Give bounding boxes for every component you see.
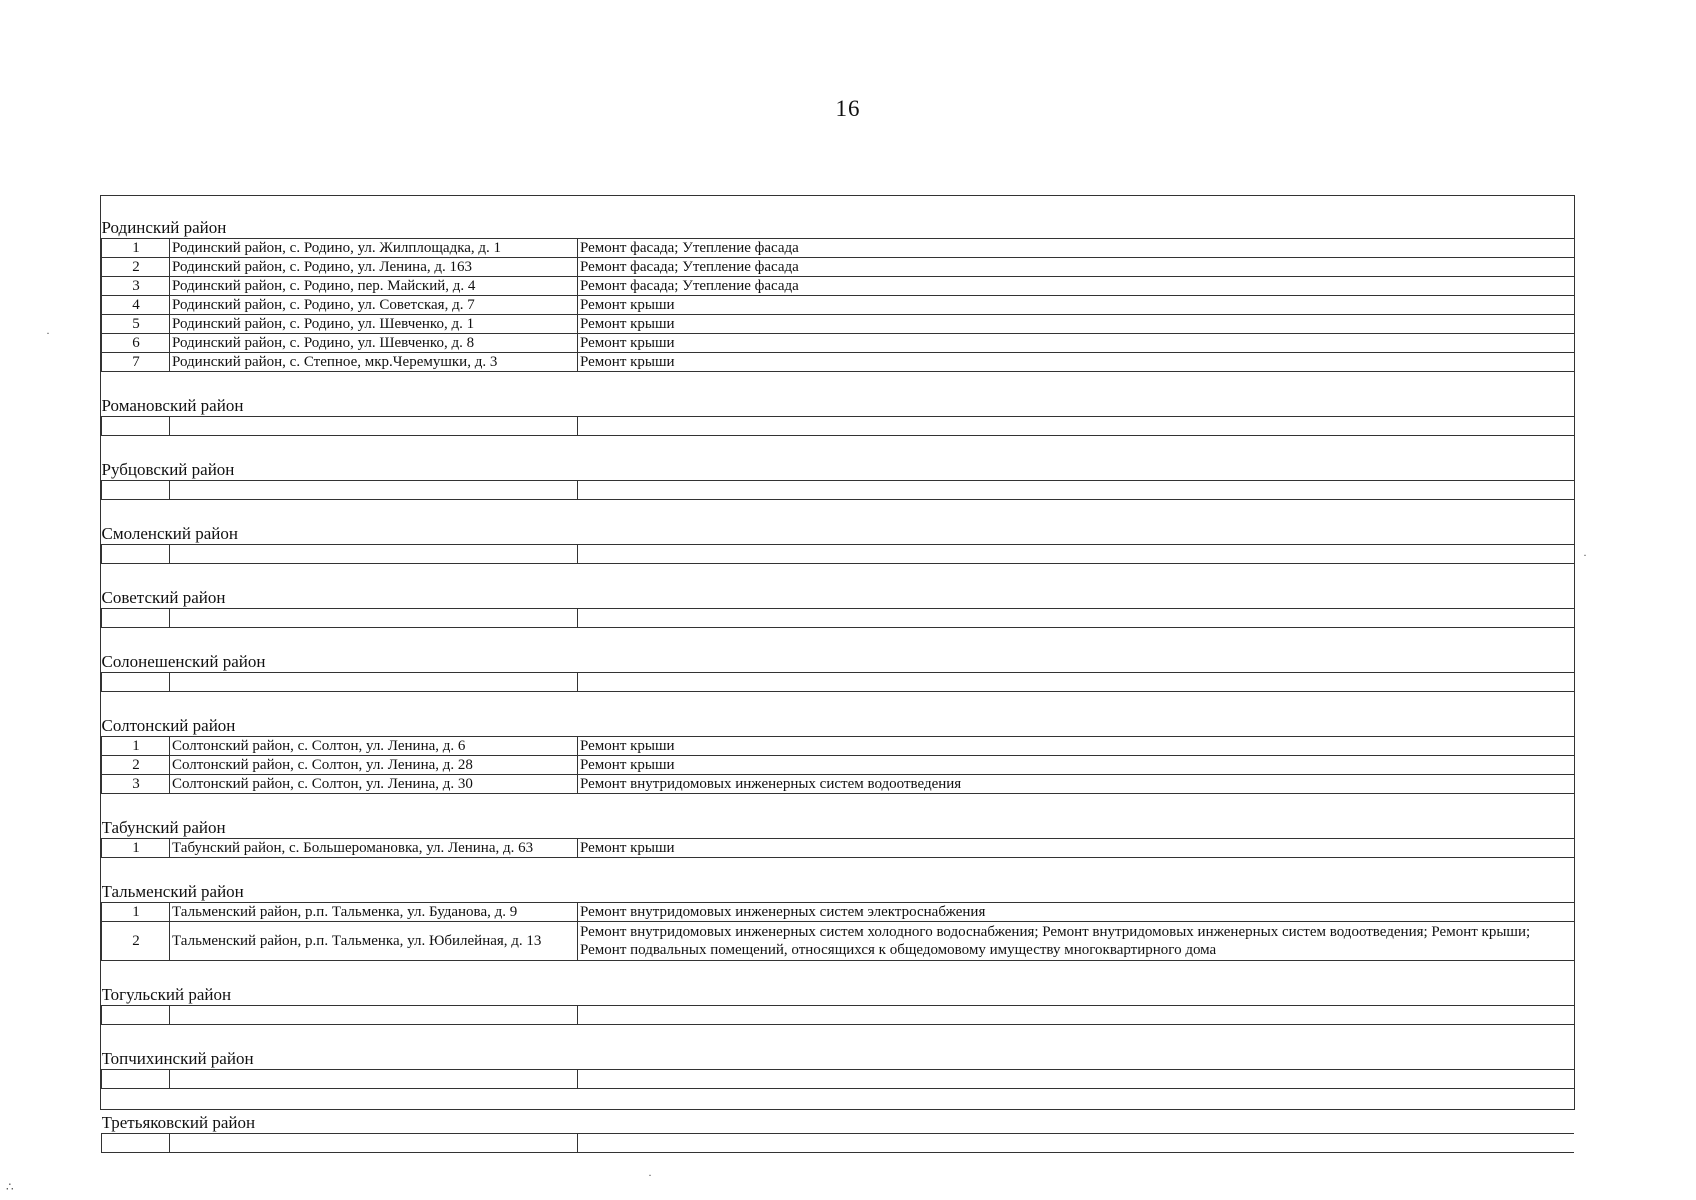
- district-header-row: [102, 218, 1575, 239]
- empty-cell: [170, 673, 578, 692]
- works-table-body: [102, 218, 1575, 1153]
- row-number: 3: [102, 277, 170, 296]
- district-name: Топчихинский район: [102, 1025, 1575, 1070]
- empty-cell: [170, 545, 578, 564]
- work-cell: Ремонт фасада; Утепление фасада: [578, 258, 1575, 277]
- scan-speck: ·: [46, 326, 50, 340]
- empty-cell: [102, 1134, 170, 1153]
- row-number: 4: [102, 296, 170, 315]
- district-name: Солонешенский район: [102, 628, 1575, 673]
- table-row: [102, 903, 1575, 922]
- work-cell: Ремонт внутридомовых инженерных систем холодного водоснабжения; Ремонт внутридомовых инженерных систем водоотведения; Ремонт крыши; Ремонт подвальных помещений, относящихся к общедомовому имуществу многоквартирного дома: [578, 922, 1575, 961]
- empty-cell: [102, 609, 170, 628]
- table-row: [102, 258, 1575, 277]
- district-name: Табунский район: [102, 794, 1575, 839]
- address-cell: Родинский район, с. Родино, ул. Жилплощадка, д. 1: [170, 239, 578, 258]
- work-cell: Ремонт крыши: [578, 353, 1575, 372]
- table-row: [102, 353, 1575, 372]
- scan-speck: ·: [648, 1168, 652, 1182]
- row-number: 1: [102, 737, 170, 756]
- row-number: 1: [102, 239, 170, 258]
- district-name: Тогульский район: [102, 961, 1575, 1006]
- row-number: 3: [102, 775, 170, 794]
- table-row: [102, 922, 1575, 961]
- district-header-row: [102, 794, 1575, 839]
- empty-row: [102, 1134, 1575, 1153]
- district-name: Смоленский район: [102, 500, 1575, 545]
- empty-row: [102, 1070, 1575, 1089]
- district-name: Тальменский район: [102, 858, 1575, 903]
- empty-cell: [578, 1134, 1575, 1153]
- address-cell: Тальменский район, р.п. Тальменка, ул. Буданова, д. 9: [170, 903, 578, 922]
- district-header-row: [102, 628, 1575, 673]
- table-row: [102, 756, 1575, 775]
- district-header-row: [102, 858, 1575, 903]
- page-number: 16: [835, 96, 861, 121]
- district-name: Родинский район: [102, 218, 1575, 239]
- empty-cell: [102, 481, 170, 500]
- row-number: 5: [102, 315, 170, 334]
- empty-row: [102, 417, 1575, 436]
- work-cell: Ремонт крыши: [578, 839, 1575, 858]
- empty-row: [102, 1006, 1575, 1025]
- scan-speck: ·: [1583, 548, 1587, 562]
- empty-cell: [102, 545, 170, 564]
- empty-row: [102, 545, 1575, 564]
- address-cell: Солтонский район, с. Солтон, ул. Ленина, д. 6: [170, 737, 578, 756]
- district-header-row: [102, 1089, 1575, 1134]
- scan-speck: ∴: [6, 1180, 14, 1194]
- address-cell: Родинский район, с. Родино, пер. Майский, д. 4: [170, 277, 578, 296]
- work-cell: Ремонт крыши: [578, 737, 1575, 756]
- empty-cell: [170, 417, 578, 436]
- table-row: [102, 239, 1575, 258]
- district-name: Советский район: [102, 564, 1575, 609]
- row-number: 2: [102, 922, 170, 961]
- district-header-row: [102, 500, 1575, 545]
- empty-cell: [170, 1006, 578, 1025]
- work-cell: Ремонт крыши: [578, 756, 1575, 775]
- work-cell: Ремонт крыши: [578, 296, 1575, 315]
- district-header-row: [102, 961, 1575, 1006]
- empty-cell: [578, 481, 1575, 500]
- table-row: [102, 277, 1575, 296]
- address-cell: Табунский район, с. Большеромановка, ул. Ленина, д. 63: [170, 839, 578, 858]
- work-cell: Ремонт фасада; Утепление фасада: [578, 239, 1575, 258]
- district-header-row: [102, 1025, 1575, 1070]
- row-number: 1: [102, 903, 170, 922]
- district-name: Третьяковский район: [102, 1089, 1575, 1134]
- address-cell: Тальменский район, р.п. Тальменка, ул. Юбилейная, д. 13: [170, 922, 578, 961]
- address-cell: Солтонский район, с. Солтон, ул. Ленина, д. 28: [170, 756, 578, 775]
- empty-cell: [170, 609, 578, 628]
- address-cell: Родинский район, с. Родино, ул. Советская, д. 7: [170, 296, 578, 315]
- district-header-row: [102, 436, 1575, 481]
- empty-row: [102, 673, 1575, 692]
- address-cell: Родинский район, с. Родино, ул. Шевченко, д. 8: [170, 334, 578, 353]
- empty-cell: [578, 673, 1575, 692]
- empty-cell: [170, 1134, 578, 1153]
- address-cell: Родинский район, с. Степное, мкр.Черемушки, д. 3: [170, 353, 578, 372]
- row-number: 7: [102, 353, 170, 372]
- work-cell: Ремонт крыши: [578, 315, 1575, 334]
- district-name: Солтонский район: [102, 692, 1575, 737]
- address-cell: Родинский район, с. Родино, ул. Ленина, д. 163: [170, 258, 578, 277]
- work-cell: Ремонт фасада; Утепление фасада: [578, 277, 1575, 296]
- work-cell: Ремонт крыши: [578, 334, 1575, 353]
- empty-row: [102, 481, 1575, 500]
- table-row: [102, 315, 1575, 334]
- works-table-frame: [100, 195, 1575, 1132]
- district-header-row: [102, 564, 1575, 609]
- table-row: [102, 839, 1575, 858]
- row-number: 6: [102, 334, 170, 353]
- empty-cell: [170, 481, 578, 500]
- address-cell: Солтонский район, с. Солтон, ул. Ленина, д. 30: [170, 775, 578, 794]
- address-cell: Родинский район, с. Родино, ул. Шевченко, д. 1: [170, 315, 578, 334]
- row-number: 1: [102, 839, 170, 858]
- empty-cell: [102, 1070, 170, 1089]
- table-row: [102, 737, 1575, 756]
- empty-cell: [102, 673, 170, 692]
- table-row: [102, 334, 1575, 353]
- empty-cell: [102, 417, 170, 436]
- empty-row: [102, 609, 1575, 628]
- empty-cell: [578, 609, 1575, 628]
- district-header-row: [102, 692, 1575, 737]
- table-row: [102, 296, 1575, 315]
- empty-cell: [170, 1070, 578, 1089]
- empty-cell: [578, 1006, 1575, 1025]
- empty-cell: [578, 545, 1575, 564]
- empty-cell: [578, 417, 1575, 436]
- empty-cell: [578, 1070, 1575, 1089]
- district-name: Романовский район: [102, 372, 1575, 417]
- work-cell: Ремонт внутридомовых инженерных систем электроснабжения: [578, 903, 1575, 922]
- row-number: 2: [102, 258, 170, 277]
- work-cell: Ремонт внутридомовых инженерных систем водоотведения: [578, 775, 1575, 794]
- table-row: [102, 775, 1575, 794]
- district-header-row: [102, 372, 1575, 417]
- row-number: 2: [102, 756, 170, 775]
- district-name: Рубцовский район: [102, 436, 1575, 481]
- empty-cell: [102, 1006, 170, 1025]
- works-table: [101, 218, 1574, 1153]
